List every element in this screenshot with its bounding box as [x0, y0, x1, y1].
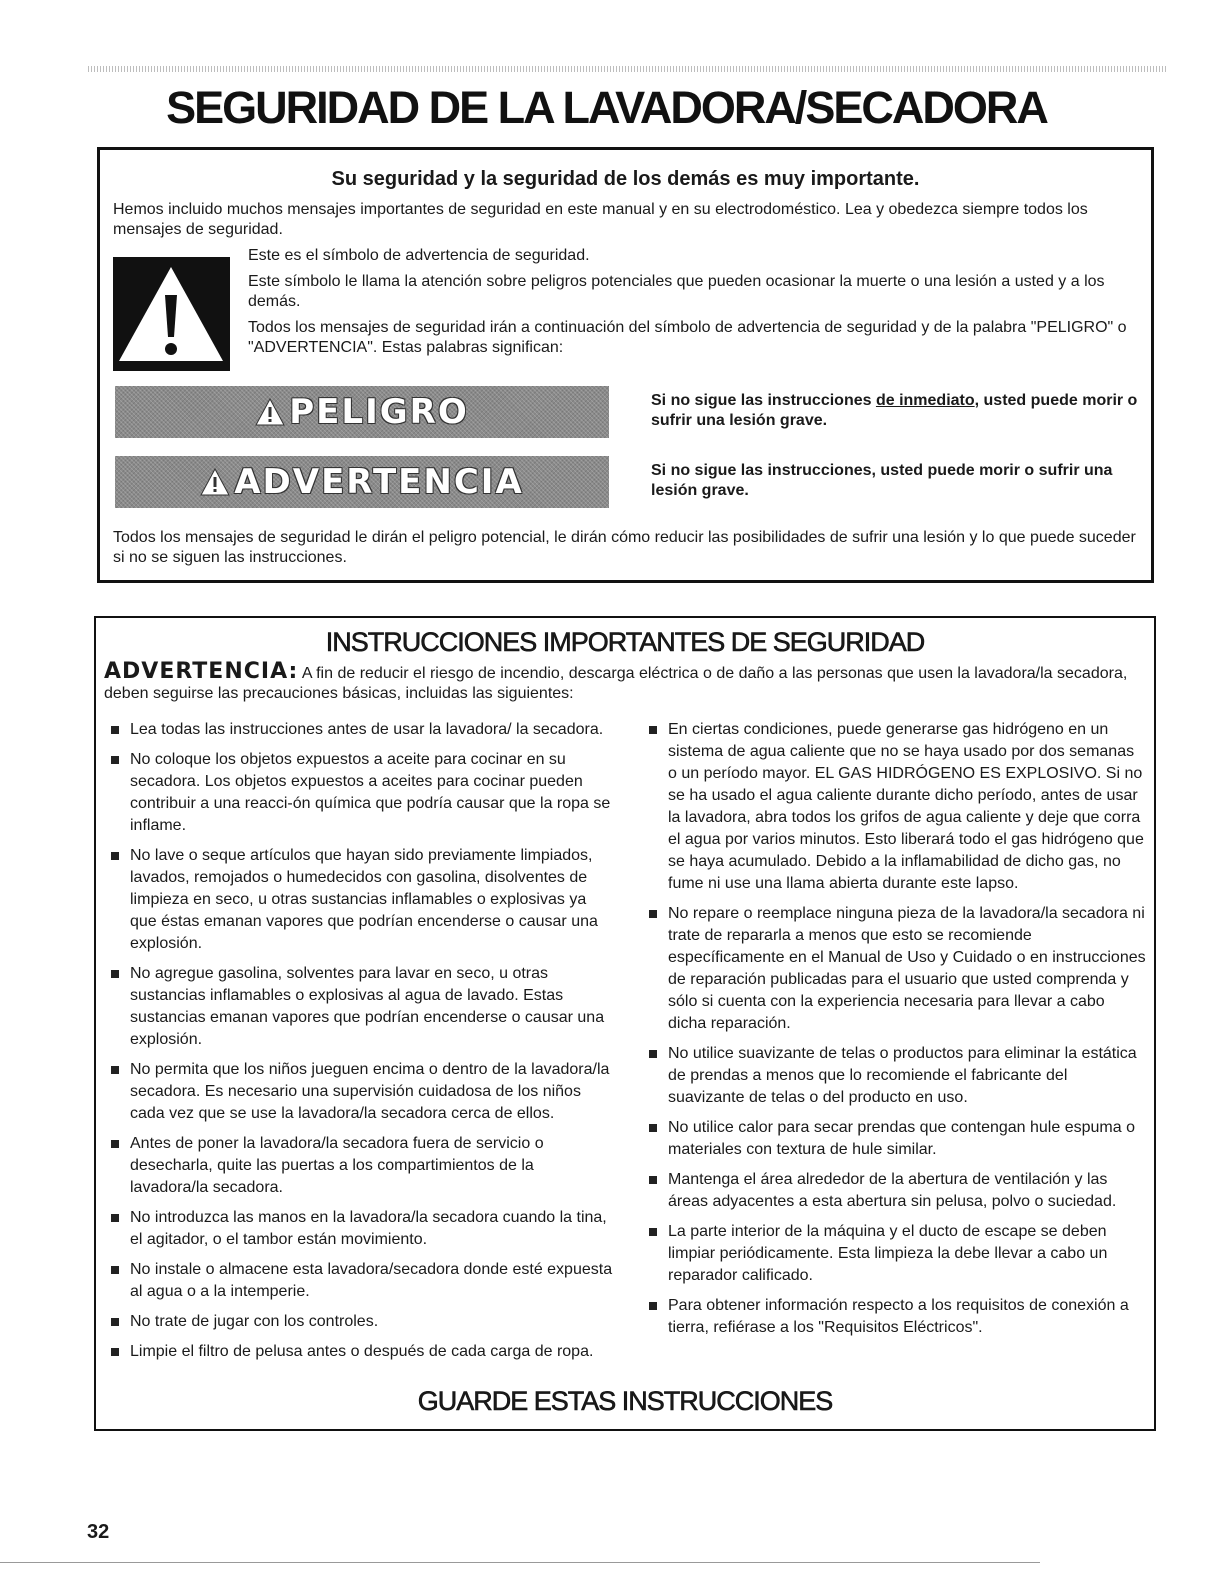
- list-item-text: No utilice calor para secar prendas que contengan hule espuma o materiales con textura de hule similar.: [668, 1119, 1135, 1158]
- peligro-desc-emphasis: de inmediato: [875, 392, 975, 409]
- safety-heading: Su seguridad y la seguridad de los demás es muy importante.: [331, 168, 920, 190]
- list-item: [646, 1295, 1146, 1339]
- bullet-icon: [111, 1140, 119, 1148]
- list-item: [646, 903, 1146, 1035]
- bullet-icon: [111, 1266, 119, 1274]
- bullet-icon: [111, 756, 119, 764]
- bottom-rule: [0, 1562, 1040, 1563]
- bullet-icon: [111, 1318, 119, 1326]
- warning-text: A fin de reducir el riesgo de incendio, descarga eléctrica o de daño a las personas que usen la lavadora/la secadora, deben seguirse las precauciones básicas, incluidas las siguientes:: [104, 665, 1128, 702]
- peligro-desc-text: Si no sigue las instrucciones: [651, 392, 876, 409]
- list-item: [108, 1059, 613, 1125]
- list-item: [108, 963, 613, 1051]
- instructions-heading: INSTRUCCIONES IMPORTANTES DE SEGURIDAD: [325, 627, 925, 657]
- instructions-list-right: [646, 719, 1146, 1347]
- list-item-text: Para obtener información respecto a los requisitos de conexión a tierra, refiérase a los "Requisitos Eléctricos".: [668, 1297, 1129, 1336]
- list-item-text: No trate de jugar con los controles.: [130, 1313, 379, 1330]
- top-rule: [88, 66, 1168, 72]
- list-item: [108, 1207, 613, 1251]
- warning-word: ADVERTENCIA:: [104, 659, 299, 684]
- bullet-icon: [111, 1066, 119, 1074]
- list-item-text: Limpie el filtro de pelusa antes o después de cada carga de ropa.: [130, 1343, 594, 1360]
- advertencia-label: ADVERTENCIA: [234, 462, 524, 502]
- list-item-text: No agregue gasolina, solventes para lavar en seco, u otras sustancias inflamables o explosivas al agua de lavado. Estas sustancias emanan vapores que podrían encenderse o causar una explosión.: [130, 965, 605, 1048]
- list-item: [108, 1259, 613, 1303]
- bullet-icon: [111, 970, 119, 978]
- list-item-text: No utilice suavizante de telas o productos para eliminar la estática de prendas a menos que lo recomiende el fabricante del suavizante de telas o del producto en uso.: [668, 1045, 1137, 1106]
- bullet-icon: [111, 1214, 119, 1222]
- list-item-text: No coloque los objetos expuestos a aceite para cocinar en su secadora. Los objetos expuestos a aceites para cocinar pueden contribuir a una reacci-ón química que podría causar que la ropa se inflame.: [130, 751, 611, 834]
- bullet-icon: [649, 910, 657, 918]
- page-number: 32: [87, 1521, 110, 1543]
- bullet-icon: [649, 1124, 657, 1132]
- advertencia-description: Si no sigue las instrucciones, usted puede morir o sufrir una lesión grave.: [651, 462, 1113, 499]
- bullet-icon: [649, 1228, 657, 1236]
- save-instructions: GUARDE ESTAS INSTRUCCIONES: [417, 1386, 833, 1416]
- list-item: [108, 845, 613, 955]
- safety-intro: Hemos incluido muchos mensajes importantes de seguridad en este manual y en su electrodoméstico. Lea y obedezca siempre todos los mensajes de seguridad.: [113, 201, 1088, 238]
- list-item-text: No lave o seque artículos que hayan sido previamente limpiados, lavados, remojados o humedecidos con gasolina, disolventes de limpieza en seco, u otras sustancias inflamables o explosivas ya que éstas emanan vapores que podrían encenderse o causar una explosión.: [130, 847, 598, 952]
- list-item: [646, 1043, 1146, 1109]
- bullet-icon: [649, 1176, 657, 1184]
- safety-alert-icon: [113, 257, 230, 371]
- peligro-label: PELIGRO: [289, 392, 469, 432]
- symbol-line: Este es el símbolo de advertencia de seguridad.: [248, 247, 590, 264]
- symbol-description: [248, 246, 1138, 364]
- bullet-icon: [111, 1348, 119, 1356]
- bullet-icon: [649, 726, 657, 734]
- instructions-warning: [104, 659, 1144, 704]
- list-item-text: No introduzca las manos en la lavadora/la secadora cuando la tina, el agitador, o el tambor están movimiento.: [130, 1209, 607, 1248]
- list-item: [108, 1311, 613, 1333]
- list-item: [646, 1169, 1146, 1213]
- list-item-text: No repare o reemplace ninguna pieza de la lavadora/la secadora ni trate de repararla a menos que esto se recomiende específicamente en el Manual de Uso y Cuidado o en instrucciones de reparación publicadas para el usuario que usted comprenda y sólo si cuenta con la experiencia necesaria para llevar a cabo dicha reparación.: [668, 905, 1146, 1032]
- instructions-list-left: [108, 719, 613, 1371]
- peligro-banner: [115, 386, 609, 438]
- peligro-description: [651, 391, 1141, 431]
- peligro-desc-text: , usted puede morir o sufrir una lesión grave.: [651, 392, 1138, 429]
- instructions-box: [94, 616, 1156, 1431]
- list-item: [108, 749, 613, 837]
- list-item: [108, 1133, 613, 1199]
- list-item-text: No instale o almacene esta lavadora/secadora donde esté expuesta al agua o a la intemperie.: [130, 1261, 613, 1300]
- bullet-icon: [111, 726, 119, 734]
- list-item-text: La parte interior de la máquina y el ducto de escape se deben limpiar periódicamente. Esta limpieza la debe llevar a cabo un reparador calificado.: [668, 1223, 1108, 1284]
- list-item: [646, 1117, 1146, 1161]
- symbol-line: Este símbolo le llama la atención sobre peligros potenciales que pueden ocasionar la muerte o una lesión a usted y a los demás.: [248, 273, 1105, 310]
- list-item-text: No permita que los niños jueguen encima o dentro de la lavadora/la secadora. Es necesario una supervisión cuidadosa de los niños cada vez que se use la lavadora/la secadora cerca de ellos.: [130, 1061, 610, 1122]
- advertencia-banner: [115, 456, 609, 508]
- symbol-line: Todos los mensajes de seguridad irán a continuación del símbolo de advertencia de seguridad y de la palabra "PELIGRO" o "ADVERTENCIA". Estas palabras significan:: [248, 319, 1127, 356]
- safety-footer: Todos los mensajes de seguridad le dirán el peligro potencial, le dirán cómo reducir las posibilidades de sufrir una lesión y lo que puede suceder si no se siguen las instrucciones.: [113, 529, 1136, 566]
- warning-triangle-icon: [200, 468, 230, 496]
- warning-triangle-icon: [255, 398, 285, 426]
- safety-box: [97, 147, 1154, 583]
- list-item-text: Mantenga el área alrededor de la abertura de ventilación y las áreas adyacentes a esta abertura sin pelusa, polvo o suciedad.: [668, 1171, 1117, 1210]
- page-title: SEGURIDAD DE LA LAVADORA/SECADORA: [166, 82, 1047, 133]
- list-item: [108, 1341, 613, 1363]
- list-item: [108, 719, 613, 741]
- list-item-text: Antes de poner la lavadora/la secadora fuera de servicio o desecharla, quite las puertas a los compartimientos de la lavadora/la secadora.: [130, 1135, 544, 1196]
- list-item-text: Lea todas las instrucciones antes de usar la lavadora/ la secadora.: [130, 721, 604, 738]
- list-item: [646, 719, 1146, 895]
- bullet-icon: [649, 1302, 657, 1310]
- list-item: [646, 1221, 1146, 1287]
- list-item-text: En ciertas condiciones, puede generarse gas hidrógeno en un sistema de agua caliente que no se haya usado por dos semanas o un período mayor. EL GAS HIDRÓGENO ES EXPLOSIVO. Si no se ha usado el agua caliente durante dicho período, antes de usar la lavadora, abra todos los grifos de agua caliente y deje que corra el agua por varios minutos. Esto liberará todo el gas hidrógeno que se haya acumulado. Debido a la inflamabilidad de dicho gas, no fume ni use una llama abierta durante este lapso.: [668, 721, 1144, 892]
- bullet-icon: [111, 852, 119, 860]
- bullet-icon: [649, 1050, 657, 1058]
